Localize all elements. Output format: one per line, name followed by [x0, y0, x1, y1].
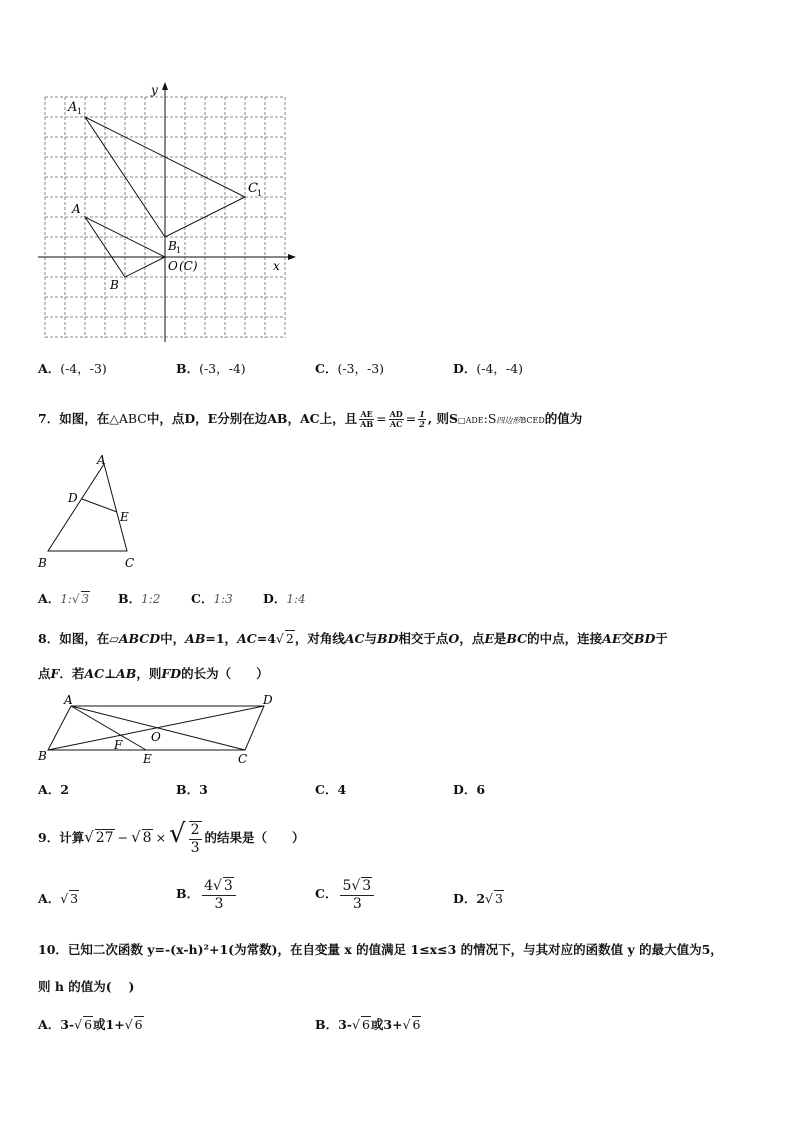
fig-label-e: E — [143, 752, 152, 766]
q8-bd: BD — [377, 631, 399, 646]
fraction-coef: 4 — [204, 877, 213, 894]
q7-colon: :S — [483, 411, 497, 426]
q8-stem-line2 — [38, 666, 269, 682]
q10-option-b[interactable] — [315, 1015, 421, 1033]
option-value: (-4，-4) — [476, 361, 523, 376]
option-text: 或3+ — [370, 1017, 403, 1032]
q8-text: 点 — [38, 666, 51, 681]
fig-label-d: D — [263, 693, 273, 707]
q9-option-b[interactable] — [176, 874, 239, 914]
q8-text: 与 — [364, 631, 377, 646]
q7-stem — [38, 410, 582, 429]
option-letter: A． — [38, 891, 61, 906]
q8-text: 的中点，连接 — [527, 631, 603, 646]
label-o: O — [168, 259, 178, 273]
option-letter: B． — [176, 886, 200, 901]
q7-s1-sub: □ADE — [458, 416, 484, 425]
fraction-den: 3 — [352, 895, 362, 912]
label-a: A — [72, 202, 81, 216]
q8-text: 是 — [493, 631, 507, 646]
option-letter: D． — [453, 782, 477, 797]
option-value: 1:3 — [213, 592, 233, 606]
fig-label-c: C — [238, 752, 248, 766]
q10-stem-line1: 10．已知二次函数 y=-(x-h)²+1(为常数)，在自变量 x 的值满足 1≤x≤3 的情况下，与其对应的函数值 y 的最大值为5， — [38, 942, 723, 957]
option-coef: 2 — [476, 891, 486, 906]
q9-stem — [38, 816, 305, 857]
q9-times: × — [155, 830, 167, 845]
option-letter: C． — [191, 591, 214, 606]
q8-text: ，点 — [459, 631, 485, 646]
q7-s2-sub-a: 四边形 — [496, 416, 521, 425]
option-letter: A． — [38, 782, 61, 797]
q7-mid: 中，点D，E分别在边AB，AC上，且 — [146, 411, 358, 426]
q8-text: ，对角线 — [294, 631, 345, 646]
label-c1-sub: 1 — [257, 189, 263, 198]
fig-label-c: C — [125, 556, 135, 570]
q8-ac: AC — [237, 631, 257, 646]
q9-prefix: 9．计算 — [38, 830, 85, 845]
fig-label-f: F — [114, 738, 123, 752]
q6-option-d[interactable] — [453, 359, 523, 377]
q8-e: E — [484, 631, 494, 646]
fraction-radicand: 3 — [223, 877, 233, 894]
option-value: 1: — [60, 592, 72, 606]
sqrt-sign: √ — [84, 828, 94, 846]
q8-option-a[interactable] — [38, 780, 69, 798]
option-letter: A． — [38, 361, 61, 376]
q8-perp: AC⊥AB — [84, 666, 137, 681]
option-radicand: 6 — [412, 1017, 421, 1032]
option-text: 3- — [60, 1017, 75, 1032]
option-value: 2 — [60, 782, 69, 797]
q9-option-d[interactable] — [453, 889, 504, 907]
option-letter: B． — [118, 591, 142, 606]
sqrt-sign: √ — [74, 1017, 83, 1032]
q9-suffix: 的结果是（ ） — [204, 830, 305, 845]
x-axis-label: x — [273, 259, 280, 273]
fig-label-d: D — [68, 491, 78, 505]
option-letter: A． — [38, 591, 61, 606]
q7-option-b[interactable] — [118, 589, 160, 607]
q7-s2-sub-b: BCED — [520, 416, 545, 425]
option-letter: A． — [38, 1017, 61, 1032]
q9-fraction: $\frac{2}{3}$ — [190, 821, 200, 856]
q8-option-d[interactable] — [453, 780, 485, 798]
label-a1: A — [68, 100, 78, 115]
option-value: 1:2 — [141, 592, 161, 606]
q8-ab: AB — [185, 631, 206, 646]
q8-text: 的长为（ ） — [181, 666, 269, 681]
option-letter: D． — [263, 591, 287, 606]
sqrt-sign: √ — [71, 592, 80, 606]
q9-radicand-27: 27 — [95, 830, 114, 846]
option-letter: C． — [315, 782, 338, 797]
q8-text: 8．如图，在 — [38, 631, 110, 646]
y-axis-arrow — [162, 82, 168, 90]
option-value: 1:4 — [286, 592, 306, 606]
option-value: (-4，-3) — [60, 361, 107, 376]
fig-label-b: B — [38, 556, 47, 570]
option-fraction — [340, 877, 374, 913]
fig-label-b: B — [38, 749, 47, 763]
q8-f: F — [50, 666, 60, 681]
fraction-coef: 5 — [342, 877, 352, 894]
fraction-one-half: $\frac{1}{2}$ — [419, 409, 425, 429]
q6-option-b[interactable] — [176, 359, 246, 377]
y-axis-label: y — [151, 83, 158, 97]
q8-text: ，则 — [136, 666, 162, 681]
sqrt-sign: √ — [485, 891, 494, 906]
sqrt-sign: √ — [402, 1017, 411, 1032]
q8-bc: BC — [506, 631, 528, 646]
option-value: 3 — [199, 782, 208, 797]
q7-option-a[interactable] — [38, 589, 90, 607]
q10-option-a[interactable] — [38, 1015, 144, 1033]
q7-prefix: 7．如图，在 — [38, 411, 110, 426]
sqrt-sign: √ — [351, 1017, 360, 1032]
q8-fd: FD — [161, 666, 182, 681]
label-c1: C — [248, 181, 258, 196]
q7-then: , 则S — [427, 411, 459, 426]
option-letter: D． — [453, 361, 477, 376]
option-value: 6 — [476, 782, 486, 797]
option-radicand: 3 — [495, 891, 503, 906]
option-text: 或1+ — [93, 1017, 125, 1032]
fraction-den: 3 — [214, 895, 224, 912]
option-letter: B． — [176, 782, 200, 797]
q8-text: 相交于点 — [398, 631, 449, 646]
equals: = — [376, 411, 387, 426]
fraction-ad-ac: $\frac{AD}{AC}$ — [389, 409, 403, 429]
q8-text: ．若 — [59, 666, 85, 681]
sqrt-sign: √ — [124, 1017, 133, 1032]
label-b1-sub: 1 — [176, 246, 182, 255]
q6-option-a[interactable] — [38, 359, 107, 377]
q8-parallelogram-figure — [34, 692, 284, 768]
q8-text: 中， — [160, 631, 186, 646]
sqrt-sign: √ — [351, 877, 361, 894]
q9-option-c[interactable] — [315, 874, 377, 914]
q8-text: 交 — [621, 631, 634, 646]
label-b1: B — [168, 239, 177, 253]
q8-option-b[interactable] — [176, 780, 208, 798]
option-text: 3- — [338, 1017, 352, 1032]
sqrt-sign: √ — [169, 819, 186, 849]
option-letter: B． — [315, 1017, 339, 1032]
option-fraction — [202, 877, 236, 913]
label-b: B — [110, 278, 119, 292]
q8-ae: AE — [602, 631, 622, 646]
option-value: (-3，-3) — [337, 361, 385, 376]
option-value: (-3，-4) — [199, 361, 246, 376]
option-letter: D． — [453, 891, 477, 906]
label-a1-sub: 1 — [77, 107, 83, 116]
sqrt-sign: √ — [60, 891, 69, 906]
option-radicand: 3 — [70, 891, 79, 906]
q9-option-a[interactable] — [38, 889, 79, 907]
q9-minus: − — [117, 830, 129, 845]
q7-suffix: 的值为 — [544, 411, 583, 426]
q8-bd: BD — [633, 631, 656, 646]
coordinate-grid-figure — [30, 80, 300, 345]
option-radicand: 6 — [361, 1017, 370, 1032]
sqrt-sign: √ — [213, 877, 222, 894]
q8-parallelogram: ▱ABCD — [109, 631, 161, 646]
q8-o: O — [448, 631, 460, 646]
fig-label-a: A — [64, 693, 73, 707]
fig-label-a: A — [97, 453, 106, 467]
q8-text: =1， — [205, 631, 238, 646]
q7-option-d[interactable] — [263, 589, 306, 607]
fig-label-o: O — [151, 730, 161, 744]
label-o-c: (C) — [179, 259, 198, 273]
option-radicand: 6 — [84, 1017, 93, 1032]
option-radicand: 6 — [134, 1017, 143, 1032]
equals: = — [405, 411, 417, 426]
option-letter: B． — [176, 361, 200, 376]
fraction-radicand: 3 — [362, 877, 372, 894]
sqrt-sign: √ — [131, 828, 141, 846]
q8-option-c[interactable] — [315, 780, 346, 798]
q7-triangle: △ABC — [109, 411, 147, 426]
q7-triangle-figure — [34, 450, 144, 575]
q8-text: =4 — [256, 631, 276, 646]
q6-option-c[interactable] — [315, 359, 384, 377]
option-letter: C． — [315, 886, 338, 901]
option-radicand: 3 — [81, 592, 90, 606]
q8-radicand: 2 — [285, 631, 294, 646]
q8-text: 于 — [655, 631, 668, 646]
q10-stem-line2: 则 h 的值为( ) — [38, 979, 135, 994]
fig-label-e: E — [120, 510, 129, 524]
fraction-ae-ab: $\frac{AE}{AB}$ — [360, 409, 374, 429]
q8-stem-line1 — [38, 630, 668, 647]
option-letter: C． — [315, 361, 338, 376]
x-axis-arrow — [288, 254, 296, 260]
q8-ac: AC — [344, 631, 365, 646]
sqrt-sign: √ — [275, 631, 284, 646]
option-value: 4 — [337, 782, 347, 797]
q7-option-c[interactable] — [191, 589, 233, 607]
q9-radicand-8: 8 — [142, 830, 152, 846]
